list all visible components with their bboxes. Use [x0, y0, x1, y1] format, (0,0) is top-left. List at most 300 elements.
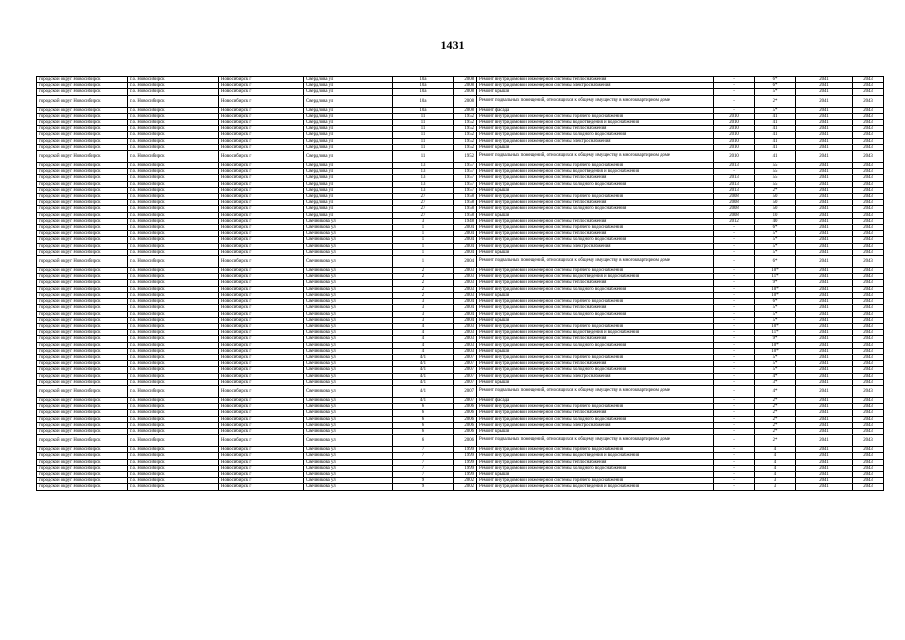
district-cell: г.о. Новосибирск	[128, 478, 219, 484]
city-cell: Новосибирск г	[219, 120, 304, 126]
wear-cell: 5*	[755, 243, 796, 249]
plan-start-cell: 2041	[796, 305, 853, 311]
house-cell: 10а	[393, 95, 454, 107]
house-cell: 4/1	[393, 385, 454, 397]
house-cell: 4/1	[393, 354, 454, 360]
street-cell: Свечникова ул	[304, 410, 393, 416]
plan-start-cell: 2041	[796, 77, 853, 83]
municipality-cell: городской округ Новосибирск	[37, 274, 128, 280]
city-cell: Новосибирск г	[219, 323, 304, 329]
year-built-cell: 2003	[454, 342, 477, 348]
work-type-cell: Ремонт фасада	[477, 397, 714, 403]
wear-cell: 10	[755, 212, 796, 218]
last-repair-year-cell: -	[714, 336, 755, 342]
plan-end-cell: 2043	[853, 243, 884, 249]
district-cell: г.о. Новосибирск	[128, 163, 219, 169]
year-built-cell: 2004	[454, 305, 477, 311]
house-cell: 4/1	[393, 397, 454, 403]
plan-end-cell: 2043	[853, 200, 884, 206]
plan-end-cell: 2043	[853, 187, 884, 193]
last-repair-year-cell: -	[714, 305, 755, 311]
city-cell: Новосибирск г	[219, 206, 304, 212]
plan-end-cell: 2043	[853, 397, 884, 403]
street-cell: Свечникова ул	[304, 336, 393, 342]
street-cell: Свечникова ул	[304, 218, 393, 224]
plan-start-cell: 2041	[796, 447, 853, 453]
city-cell: Новосибирск г	[219, 200, 304, 206]
house-cell: 11	[393, 151, 454, 163]
city-cell: Новосибирск г	[219, 354, 304, 360]
work-type-cell: Ремонт внутридомовой инженерной системы теплоснабжения	[477, 200, 714, 206]
house-cell: 13	[393, 169, 454, 175]
district-cell: г.о. Новосибирск	[128, 280, 219, 286]
wear-cell: 55	[755, 169, 796, 175]
work-type-cell: Ремонт внутридомовой инженерной системы электроснабжения	[477, 83, 714, 89]
work-type-cell: Ремонт внутридомовой инженерной системы горячего водоснабжения	[477, 447, 714, 453]
street-cell: Свечникова ул	[304, 237, 393, 243]
house-cell: 4	[393, 342, 454, 348]
plan-start-cell: 2041	[796, 348, 853, 354]
city-cell: Новосибирск г	[219, 471, 304, 477]
street-cell: Свердлова ул	[304, 206, 393, 212]
municipality-cell: городской округ Новосибирск	[37, 299, 128, 305]
year-built-cell: 2004	[454, 231, 477, 237]
work-type-cell: Ремонт крыши	[477, 428, 714, 434]
last-repair-year-cell: -	[714, 404, 755, 410]
last-repair-year-cell: -	[714, 107, 755, 113]
plan-end-cell: 2043	[853, 212, 884, 218]
plan-end-cell: 2043	[853, 113, 884, 119]
municipality-cell: городской округ Новосибирск	[37, 280, 128, 286]
plan-end-cell: 2043	[853, 175, 884, 181]
year-built-cell: 2006	[454, 416, 477, 422]
work-type-cell: Ремонт крыши	[477, 348, 714, 354]
plan-end-cell: 2043	[853, 428, 884, 434]
house-cell: 13	[393, 163, 454, 169]
street-cell: Свечникова ул	[304, 317, 393, 323]
last-repair-year-cell: 2013	[714, 175, 755, 181]
year-built-cell: 1957	[454, 163, 477, 169]
municipality-cell: городской округ Новосибирск	[37, 373, 128, 379]
work-type-cell: Ремонт внутридомовой инженерной системы горячего водоснабжения	[477, 354, 714, 360]
year-built-cell: 1957	[454, 187, 477, 193]
city-cell: Новосибирск г	[219, 416, 304, 422]
street-cell: Свердлова ул	[304, 138, 393, 144]
house-cell: 6	[393, 410, 454, 416]
municipality-cell: городской округ Новосибирск	[37, 367, 128, 373]
wear-cell: 4	[755, 453, 796, 459]
table-row	[37, 435, 884, 447]
district-cell: г.о. Новосибирск	[128, 459, 219, 465]
street-cell: Свердлова ул	[304, 175, 393, 181]
plan-end-cell: 2043	[853, 120, 884, 126]
wear-cell: 4	[755, 465, 796, 471]
wear-cell: 41	[755, 138, 796, 144]
work-type-cell: Ремонт внутридомовой инженерной системы горячего водоснабжения	[477, 299, 714, 305]
plan-end-cell: 2043	[853, 373, 884, 379]
municipality-cell: городской округ Новосибирск	[37, 138, 128, 144]
year-built-cell: 2002	[454, 478, 477, 484]
wear-cell: 5*	[755, 107, 796, 113]
work-type-cell: Ремонт внутридомовой инженерной системы теплоснабжения	[477, 77, 714, 83]
district-cell: г.о. Новосибирск	[128, 410, 219, 416]
last-repair-year-cell: 2010	[714, 126, 755, 132]
last-repair-year-cell: 2008	[714, 200, 755, 206]
year-built-cell: 2004	[454, 225, 477, 231]
year-built-cell: 2003	[454, 274, 477, 280]
house-cell: 27	[393, 194, 454, 200]
last-repair-year-cell: -	[714, 237, 755, 243]
street-cell: Свечникова ул	[304, 330, 393, 336]
plan-start-cell: 2041	[796, 89, 853, 95]
municipality-cell: городской округ Новосибирск	[37, 471, 128, 477]
year-built-cell: 1999	[454, 459, 477, 465]
street-cell: Свердлова ул	[304, 77, 393, 83]
municipality-cell: городской округ Новосибирск	[37, 435, 128, 447]
street-cell: Свердлова ул	[304, 132, 393, 138]
district-cell: г.о. Новосибирск	[128, 151, 219, 163]
plan-end-cell: 2043	[853, 138, 884, 144]
city-cell: Новосибирск г	[219, 422, 304, 428]
house-cell: 6	[393, 404, 454, 410]
year-built-cell: 1952	[454, 151, 477, 163]
municipality-cell: городской округ Новосибирск	[37, 478, 128, 484]
street-cell: Свердлова ул	[304, 144, 393, 150]
work-type-cell: Ремонт фасада	[477, 107, 714, 113]
plan-start-cell: 2041	[796, 471, 853, 477]
city-cell: Новосибирск г	[219, 132, 304, 138]
last-repair-year-cell: 2010	[714, 138, 755, 144]
district-cell: г.о. Новосибирск	[128, 126, 219, 132]
street-cell: Свердлова ул	[304, 169, 393, 175]
wear-cell: 10*	[755, 323, 796, 329]
last-repair-year-cell: -	[714, 274, 755, 280]
year-built-cell: 2007	[454, 385, 477, 397]
street-cell: Свечникова ул	[304, 231, 393, 237]
city-cell: Новосибирск г	[219, 237, 304, 243]
municipality-cell: городской округ Новосибирск	[37, 181, 128, 187]
city-cell: Новосибирск г	[219, 194, 304, 200]
plan-end-cell: 2043	[853, 237, 884, 243]
plan-start-cell: 2041	[796, 367, 853, 373]
last-repair-year-cell: -	[714, 471, 755, 477]
district-cell: г.о. Новосибирск	[128, 471, 219, 477]
district-cell: г.о. Новосибирск	[128, 268, 219, 274]
plan-end-cell: 2043	[853, 144, 884, 150]
municipality-cell: городской округ Новосибирск	[37, 163, 128, 169]
district-cell: г.о. Новосибирск	[128, 373, 219, 379]
plan-end-cell: 2043	[853, 305, 884, 311]
plan-end-cell: 2043	[853, 323, 884, 329]
last-repair-year-cell: 2008	[714, 194, 755, 200]
last-repair-year-cell: -	[714, 416, 755, 422]
work-type-cell: Ремонт внутридомовой инженерной системы холодного водоснабжения	[477, 367, 714, 373]
house-cell: 1	[393, 243, 454, 249]
plan-start-cell: 2041	[796, 330, 853, 336]
work-type-cell: Ремонт внутридомовой инженерной системы горячего водоснабжения	[477, 268, 714, 274]
city-cell: Новосибирск г	[219, 465, 304, 471]
house-cell: 7	[393, 465, 454, 471]
house-cell: 7	[393, 459, 454, 465]
year-built-cell: 2008	[454, 77, 477, 83]
district-cell: г.о. Новосибирск	[128, 77, 219, 83]
district-cell: г.о. Новосибирск	[128, 379, 219, 385]
house-cell: 2	[393, 268, 454, 274]
work-type-cell: Ремонт крыши	[477, 212, 714, 218]
house-cell: 7	[393, 453, 454, 459]
last-repair-year-cell: -	[714, 367, 755, 373]
municipality-cell: городской округ Новосибирск	[37, 83, 128, 89]
plan-end-cell: 2043	[853, 249, 884, 255]
district-cell: г.о. Новосибирск	[128, 342, 219, 348]
municipality-cell: городской округ Новосибирск	[37, 144, 128, 150]
work-type-cell: Ремонт внутридомовой инженерной системы теплоснабжения	[477, 305, 714, 311]
last-repair-year-cell: 2010	[714, 132, 755, 138]
municipality-cell: городской округ Новосибирск	[37, 410, 128, 416]
plan-start-cell: 2041	[796, 397, 853, 403]
house-cell: 4/1	[393, 379, 454, 385]
year-built-cell: 2004	[454, 317, 477, 323]
wear-cell: 9*	[755, 280, 796, 286]
plan-end-cell: 2043	[853, 484, 884, 490]
last-repair-year-cell: 2008	[714, 212, 755, 218]
plan-end-cell: 2043	[853, 367, 884, 373]
municipality-cell: городской округ Новосибирск	[37, 465, 128, 471]
wear-cell: 10*	[755, 348, 796, 354]
plan-start-cell: 2041	[796, 225, 853, 231]
last-repair-year-cell: -	[714, 447, 755, 453]
work-type-cell: Ремонт внутридомовой инженерной системы холодного водоснабжения	[477, 342, 714, 348]
work-type-cell: Ремонт крыши	[477, 317, 714, 323]
city-cell: Новосибирск г	[219, 484, 304, 490]
year-built-cell: 2006	[454, 404, 477, 410]
plan-end-cell: 2043	[853, 280, 884, 286]
year-built-cell: 2003	[454, 292, 477, 298]
house-cell: 3	[393, 311, 454, 317]
house-cell: 27	[393, 200, 454, 206]
work-type-cell: Ремонт внутридомовой инженерной системы электроснабжения	[477, 422, 714, 428]
plan-start-cell: 2041	[796, 484, 853, 490]
municipality-cell: городской округ Новосибирск	[37, 132, 128, 138]
work-type-cell: Ремонт внутридомовой инженерной системы теплоснабжения	[477, 218, 714, 224]
wear-cell: 55	[755, 175, 796, 181]
capital-repair-table	[36, 76, 884, 491]
street-cell: Свечникова ул	[304, 323, 393, 329]
last-repair-year-cell: -	[714, 77, 755, 83]
work-type-cell: Ремонт внутридомовой инженерной системы водоотведения и водоснабжения	[477, 484, 714, 490]
last-repair-year-cell: -	[714, 169, 755, 175]
plan-end-cell: 2043	[853, 342, 884, 348]
plan-end-cell: 2043	[853, 410, 884, 416]
last-repair-year-cell: 2012	[714, 218, 755, 224]
city-cell: Новосибирск г	[219, 305, 304, 311]
plan-end-cell: 2043	[853, 385, 884, 397]
plan-start-cell: 2041	[796, 292, 853, 298]
work-type-cell: Ремонт внутридомовой инженерной системы теплоснабжения	[477, 459, 714, 465]
municipality-cell: городской округ Новосибирск	[37, 225, 128, 231]
plan-start-cell: 2041	[796, 385, 853, 397]
district-cell: г.о. Новосибирск	[128, 212, 219, 218]
plan-end-cell: 2043	[853, 181, 884, 187]
work-type-cell: Ремонт внутридомовой инженерной системы водоотведения и водоснабжения	[477, 453, 714, 459]
plan-end-cell: 2043	[853, 336, 884, 342]
street-cell: Свечникова ул	[304, 484, 393, 490]
plan-end-cell: 2043	[853, 95, 884, 107]
plan-end-cell: 2043	[853, 465, 884, 471]
plan-end-cell: 2043	[853, 83, 884, 89]
work-type-cell: Ремонт внутридомовой инженерной системы холодного водоснабжения	[477, 286, 714, 292]
street-cell: Свечникова ул	[304, 435, 393, 447]
wear-cell: 9*	[755, 336, 796, 342]
municipality-cell: городской округ Новосибирск	[37, 459, 128, 465]
city-cell: Новосибирск г	[219, 151, 304, 163]
municipality-cell: городской округ Новосибирск	[37, 113, 128, 119]
street-cell: Свечникова ул	[304, 311, 393, 317]
district-cell: г.о. Новосибирск	[128, 249, 219, 255]
wear-cell: 2*	[755, 422, 796, 428]
city-cell: Новосибирск г	[219, 83, 304, 89]
wear-cell: 10*	[755, 286, 796, 292]
plan-start-cell: 2041	[796, 218, 853, 224]
year-built-cell: 2007	[454, 367, 477, 373]
plan-start-cell: 2041	[796, 120, 853, 126]
wear-cell: 50	[755, 200, 796, 206]
house-cell: 13	[393, 175, 454, 181]
street-cell: Свердлова ул	[304, 113, 393, 119]
district-cell: г.о. Новосибирск	[128, 256, 219, 268]
year-built-cell: 1952	[454, 113, 477, 119]
plan-end-cell: 2043	[853, 132, 884, 138]
district-cell: г.о. Новосибирск	[128, 286, 219, 292]
plan-end-cell: 2043	[853, 256, 884, 268]
street-cell: Свечникова ул	[304, 348, 393, 354]
municipality-cell: городской округ Новосибирск	[37, 169, 128, 175]
house-cell: 11	[393, 138, 454, 144]
municipality-cell: городской округ Новосибирск	[37, 305, 128, 311]
city-cell: Новосибирск г	[219, 367, 304, 373]
city-cell: Новосибирск г	[219, 249, 304, 255]
municipality-cell: городской округ Новосибирск	[37, 422, 128, 428]
house-cell: 9	[393, 478, 454, 484]
last-repair-year-cell: 2010	[714, 120, 755, 126]
city-cell: Новосибирск г	[219, 243, 304, 249]
plan-start-cell: 2041	[796, 361, 853, 367]
plan-start-cell: 2041	[796, 256, 853, 268]
street-cell: Свердлова ул	[304, 181, 393, 187]
municipality-cell: городской округ Новосибирск	[37, 292, 128, 298]
work-type-cell: Ремонт подвальных помещений, относящихся к общему имуществу в многоквартирном доме	[477, 151, 714, 163]
house-cell: 9	[393, 484, 454, 490]
city-cell: Новосибирск г	[219, 89, 304, 95]
district-cell: г.о. Новосибирск	[128, 89, 219, 95]
municipality-cell: городской округ Новосибирск	[37, 317, 128, 323]
work-type-cell: Ремонт внутридомовой инженерной системы водоотведения и водоснабжения	[477, 274, 714, 280]
last-repair-year-cell: -	[714, 354, 755, 360]
plan-start-cell: 2041	[796, 95, 853, 107]
table-row	[37, 256, 884, 268]
plan-end-cell: 2043	[853, 379, 884, 385]
street-cell: Свердлова ул	[304, 163, 393, 169]
last-repair-year-cell: -	[714, 83, 755, 89]
municipality-cell: городской округ Новосибирск	[37, 237, 128, 243]
street-cell: Свечникова ул	[304, 274, 393, 280]
municipality-cell: городской округ Новосибирск	[37, 243, 128, 249]
street-cell: Свечникова ул	[304, 453, 393, 459]
work-type-cell: Ремонт подвальных помещений, относящихся к общему имуществу в многоквартирном доме	[477, 385, 714, 397]
plan-start-cell: 2041	[796, 206, 853, 212]
year-built-cell: 2004	[454, 311, 477, 317]
year-built-cell: 1952	[454, 138, 477, 144]
last-repair-year-cell: -	[714, 428, 755, 434]
house-cell: 13	[393, 181, 454, 187]
wear-cell: 6*	[755, 225, 796, 231]
last-repair-year-cell: -	[714, 465, 755, 471]
plan-end-cell: 2043	[853, 206, 884, 212]
work-type-cell: Ремонт крыши	[477, 471, 714, 477]
street-cell: Свечникова ул	[304, 385, 393, 397]
house-cell: 7	[393, 471, 454, 477]
wear-cell: 41	[755, 126, 796, 132]
district-cell: г.о. Новосибирск	[128, 206, 219, 212]
city-cell: Новосибирск г	[219, 447, 304, 453]
plan-end-cell: 2043	[853, 107, 884, 113]
street-cell: Свечникова ул	[304, 292, 393, 298]
municipality-cell: городской округ Новосибирск	[37, 428, 128, 434]
table-row	[37, 151, 884, 163]
plan-start-cell: 2041	[796, 465, 853, 471]
last-repair-year-cell: -	[714, 249, 755, 255]
street-cell: Свердлова ул	[304, 151, 393, 163]
plan-start-cell: 2041	[796, 404, 853, 410]
municipality-cell: городской округ Новосибирск	[37, 89, 128, 95]
year-built-cell: 2008	[454, 83, 477, 89]
municipality-cell: городской округ Новосибирск	[37, 330, 128, 336]
city-cell: Новосибирск г	[219, 311, 304, 317]
house-cell: 13	[393, 187, 454, 193]
year-built-cell: 2003	[454, 336, 477, 342]
street-cell: Свечникова ул	[304, 373, 393, 379]
district-cell: г.о. Новосибирск	[128, 113, 219, 119]
plan-start-cell: 2041	[796, 107, 853, 113]
work-type-cell: Ремонт внутридомовой инженерной системы холодного водоснабжения	[477, 206, 714, 212]
city-cell: Новосибирск г	[219, 144, 304, 150]
year-built-cell: 1948	[454, 218, 477, 224]
wear-cell: 50	[755, 194, 796, 200]
year-built-cell: 1958	[454, 200, 477, 206]
house-cell: 10а	[393, 89, 454, 95]
year-built-cell: 2003	[454, 280, 477, 286]
district-cell: г.о. Новосибирск	[128, 447, 219, 453]
wear-cell: 5*	[755, 231, 796, 237]
last-repair-year-cell: 2008	[714, 206, 755, 212]
wear-cell: 6*	[755, 77, 796, 83]
municipality-cell: городской округ Новосибирск	[37, 379, 128, 385]
district-cell: г.о. Новосибирск	[128, 83, 219, 89]
district-cell: г.о. Новосибирск	[128, 132, 219, 138]
city-cell: Новосибирск г	[219, 336, 304, 342]
city-cell: Новосибирск г	[219, 280, 304, 286]
work-type-cell: Ремонт внутридомовой инженерной системы горячего водоснабжения	[477, 323, 714, 329]
house-cell: 3	[393, 218, 454, 224]
house-cell: 4/1	[393, 361, 454, 367]
district-cell: г.о. Новосибирск	[128, 385, 219, 397]
street-cell: Свечникова ул	[304, 428, 393, 434]
house-cell: 6	[393, 428, 454, 434]
district-cell: г.о. Новосибирск	[128, 435, 219, 447]
city-cell: Новосибирск г	[219, 169, 304, 175]
last-repair-year-cell: -	[714, 385, 755, 397]
last-repair-year-cell: -	[714, 397, 755, 403]
